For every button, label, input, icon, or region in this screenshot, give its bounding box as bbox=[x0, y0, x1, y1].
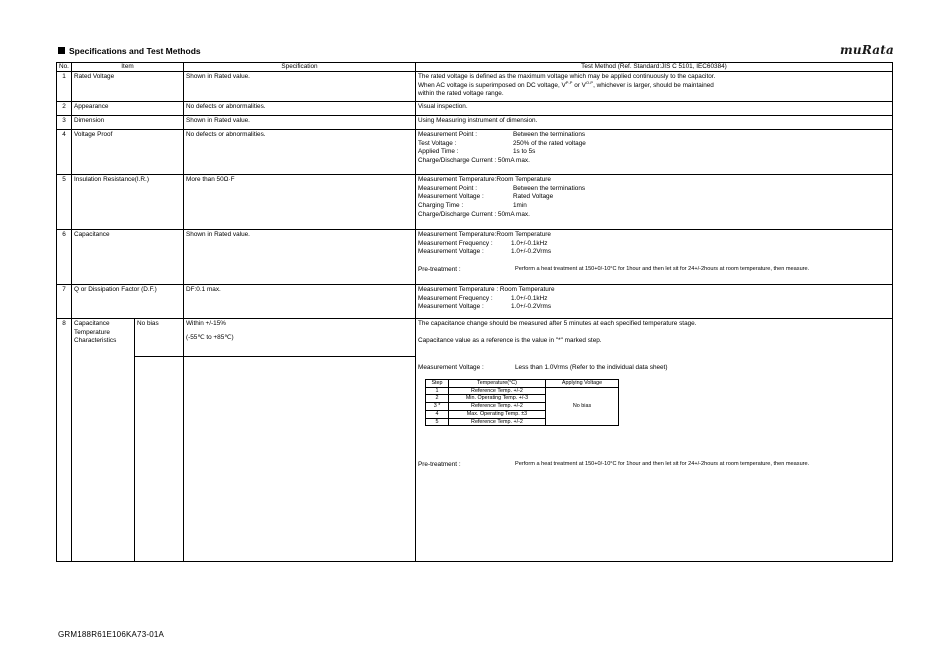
row-item: Capacitance bbox=[72, 230, 184, 285]
method-kv bbox=[418, 240, 890, 249]
row-method: Using Measuring instrument of dimension. bbox=[416, 116, 893, 130]
superscript: O-P bbox=[585, 79, 594, 85]
row-item: Appearance bbox=[72, 102, 184, 116]
method-kv bbox=[418, 131, 890, 140]
method-key: Measurement Voltage : bbox=[418, 364, 484, 372]
step-header-row bbox=[426, 379, 619, 387]
method-value: Rated Voltage bbox=[513, 193, 554, 201]
row-item: Insulation Resistance(I.R.) bbox=[72, 175, 184, 230]
col-header-item: Item bbox=[72, 63, 184, 72]
step-col-header: Step bbox=[426, 379, 449, 387]
method-value: 250% of the rated voltage bbox=[513, 139, 586, 147]
col-header-test-method: Test Method (Ref. Standard:JIS C 5101, IEC60384) bbox=[416, 63, 893, 72]
pretreatment-value: Perform a heat treatment at 150+0/-10°C for 1hour and then let sit for 24+/-2hours at room temperature, then measure. bbox=[515, 461, 810, 468]
method-text: When AC voltage is superimposed on DC voltage, V bbox=[418, 81, 566, 89]
pretreatment-value: Perform a heat treatment at 150+0/-10°C for 1hour and then let sit for 24+/-2hours at room temperature, then measure. bbox=[515, 265, 810, 272]
row-item: Capacitance Temperature Characteristics bbox=[72, 319, 135, 562]
method-kv bbox=[418, 148, 890, 157]
row-method bbox=[416, 230, 893, 285]
table-row bbox=[57, 72, 893, 102]
method-text: , whichever is larger, should be maintained bbox=[593, 81, 714, 89]
method-key: Measurement Voltage : bbox=[418, 248, 484, 256]
method-kv bbox=[418, 364, 890, 373]
step-number: 5 bbox=[426, 418, 449, 426]
method-kv bbox=[418, 140, 890, 149]
row-item: Voltage Proof bbox=[72, 130, 184, 175]
table-row bbox=[57, 285, 893, 319]
row-number: 8 bbox=[57, 319, 72, 562]
method-line: Measurement Temperature:Room Temperature bbox=[418, 231, 551, 238]
row-spec: No defects or abnormalities. bbox=[184, 130, 416, 175]
method-line: Measurement Temperature : Room Temperature bbox=[418, 286, 555, 293]
method-kv bbox=[418, 202, 890, 211]
spec-line: (-55℃ to +85℃) bbox=[186, 333, 234, 341]
row-number: 1 bbox=[57, 72, 72, 102]
col-header-no: No. bbox=[57, 63, 72, 72]
method-line: Charge/Discharge Current : 50mA max. bbox=[418, 156, 530, 164]
method-key: Measurement Frequency : bbox=[418, 239, 493, 247]
method-key: Measurement Voltage : bbox=[418, 303, 484, 311]
pretreatment-key: Pre-treatment : bbox=[418, 265, 461, 273]
header-row bbox=[57, 63, 893, 72]
method-kv bbox=[418, 185, 890, 194]
row-method bbox=[416, 72, 893, 102]
row-spec bbox=[184, 319, 416, 357]
method-line: The capacitance change should be measured after 5 minutes at each specified temperature stage. bbox=[418, 320, 697, 327]
method-kv bbox=[418, 248, 890, 257]
step-temperature: Reference Temp. +/-2 bbox=[449, 387, 546, 395]
step-number: 3 * bbox=[426, 403, 449, 411]
method-value: 1s to 5s bbox=[513, 148, 536, 156]
method-line: within the rated voltage range. bbox=[418, 90, 504, 98]
row-method bbox=[416, 319, 893, 562]
row-item: Rated Voltage bbox=[72, 72, 184, 102]
method-value: Between the terminations bbox=[513, 131, 586, 138]
step-temperature: Reference Temp. +/-2 bbox=[449, 403, 546, 411]
row-sub-item-empty bbox=[135, 357, 184, 562]
row-number: 3 bbox=[57, 116, 72, 130]
method-text: or V bbox=[572, 81, 586, 89]
method-key: Measurement Voltage : bbox=[418, 193, 484, 201]
row-item: Dimension bbox=[72, 116, 184, 130]
method-value: 1.0+/-0.2Vrms bbox=[511, 248, 552, 256]
pretreatment-key: Pre-treatment : bbox=[418, 461, 461, 469]
row-number: 2 bbox=[57, 102, 72, 116]
footer-part-number: GRM188R61E106KA73-01A bbox=[58, 630, 165, 639]
method-kv bbox=[418, 303, 890, 312]
row-number: 7 bbox=[57, 285, 72, 319]
row-spec: Shown in Rated value. bbox=[184, 230, 416, 285]
step-col-header: Applying Voltage bbox=[546, 379, 619, 387]
page-title-text: Specifications and Test Methods bbox=[69, 46, 201, 56]
row-spec: Shown in Rated value. bbox=[184, 72, 416, 102]
step-table bbox=[425, 379, 619, 427]
method-key: Applied Time : bbox=[418, 148, 459, 156]
table-row bbox=[57, 230, 893, 285]
row-spec: Shown in Rated value. bbox=[184, 116, 416, 130]
table-row bbox=[57, 130, 893, 175]
method-key: Measurement Point : bbox=[418, 184, 477, 192]
step-number: 4 bbox=[426, 410, 449, 418]
step-col-header: Temperature(°C) bbox=[449, 379, 546, 387]
row-item: Q or Dissipation Factor (D.F.) bbox=[72, 285, 184, 319]
table-row bbox=[57, 116, 893, 130]
table-row bbox=[57, 175, 893, 230]
method-value: Between the terminations bbox=[513, 184, 586, 192]
step-number: 1 bbox=[426, 387, 449, 395]
brand-logo: muRata bbox=[840, 43, 894, 57]
row-method bbox=[416, 285, 893, 319]
col-header-specification: Specification bbox=[184, 63, 416, 72]
method-line: The rated voltage is defined as the maximum voltage which may be applied continuously to the capacitor. bbox=[418, 73, 716, 80]
method-value: 1.0+/-0.1kHz bbox=[511, 294, 548, 302]
method-kv bbox=[418, 193, 890, 202]
method-key: Charging Time : bbox=[418, 201, 464, 209]
step-row bbox=[426, 387, 619, 395]
row-number: 6 bbox=[57, 230, 72, 285]
row-spec: DF:0.1 max. bbox=[184, 285, 416, 319]
row-method bbox=[416, 130, 893, 175]
method-key: Test Voltage : bbox=[418, 139, 457, 147]
bullet-square-icon bbox=[58, 47, 65, 54]
method-line: Measurement Temperature:Room Temperature bbox=[418, 176, 551, 183]
method-key: Measurement Point : bbox=[418, 131, 477, 138]
step-temperature: Min. Operating Temp. +/-3 bbox=[449, 395, 546, 403]
table-row bbox=[57, 102, 893, 116]
step-applying-voltage: No bias bbox=[546, 387, 619, 426]
method-value: 1.0+/-0.2Vrms bbox=[511, 303, 552, 311]
row-sub-item: No bias bbox=[135, 319, 184, 357]
method-value: 1.0+/-0.1kHz bbox=[511, 239, 548, 247]
method-kv bbox=[418, 295, 890, 304]
spec-table bbox=[56, 62, 893, 562]
method-value: Less than 1.0Vrms (Refer to the individual data sheet) bbox=[515, 364, 668, 372]
pretreatment-kv bbox=[418, 266, 890, 275]
step-temperature: Reference Temp. +/-2 bbox=[449, 418, 546, 426]
method-line: Capacitance value as a reference is the value in "*" marked step. bbox=[418, 336, 602, 344]
method-key: Measurement Frequency : bbox=[418, 294, 493, 302]
page-title bbox=[58, 46, 201, 56]
superscript: P-P bbox=[565, 79, 573, 85]
step-temperature: Max. Operating Temp. ±3 bbox=[449, 410, 546, 418]
spec-line: Within +/-15% bbox=[186, 320, 226, 327]
method-line bbox=[418, 79, 890, 91]
row-method: Visual inspection. bbox=[416, 102, 893, 116]
method-value: 1min bbox=[513, 201, 527, 209]
row-spec: More than 50Ω·F bbox=[184, 175, 416, 230]
row-spec-empty bbox=[184, 357, 416, 562]
row-number: 4 bbox=[57, 130, 72, 175]
step-number: 2 bbox=[426, 395, 449, 403]
table-row bbox=[57, 319, 893, 357]
row-spec: No defects or abnormalities. bbox=[184, 102, 416, 116]
pretreatment-kv bbox=[418, 461, 890, 470]
method-line: Charge/Discharge Current : 50mA max. bbox=[418, 210, 530, 218]
row-method bbox=[416, 175, 893, 230]
row-number: 5 bbox=[57, 175, 72, 230]
